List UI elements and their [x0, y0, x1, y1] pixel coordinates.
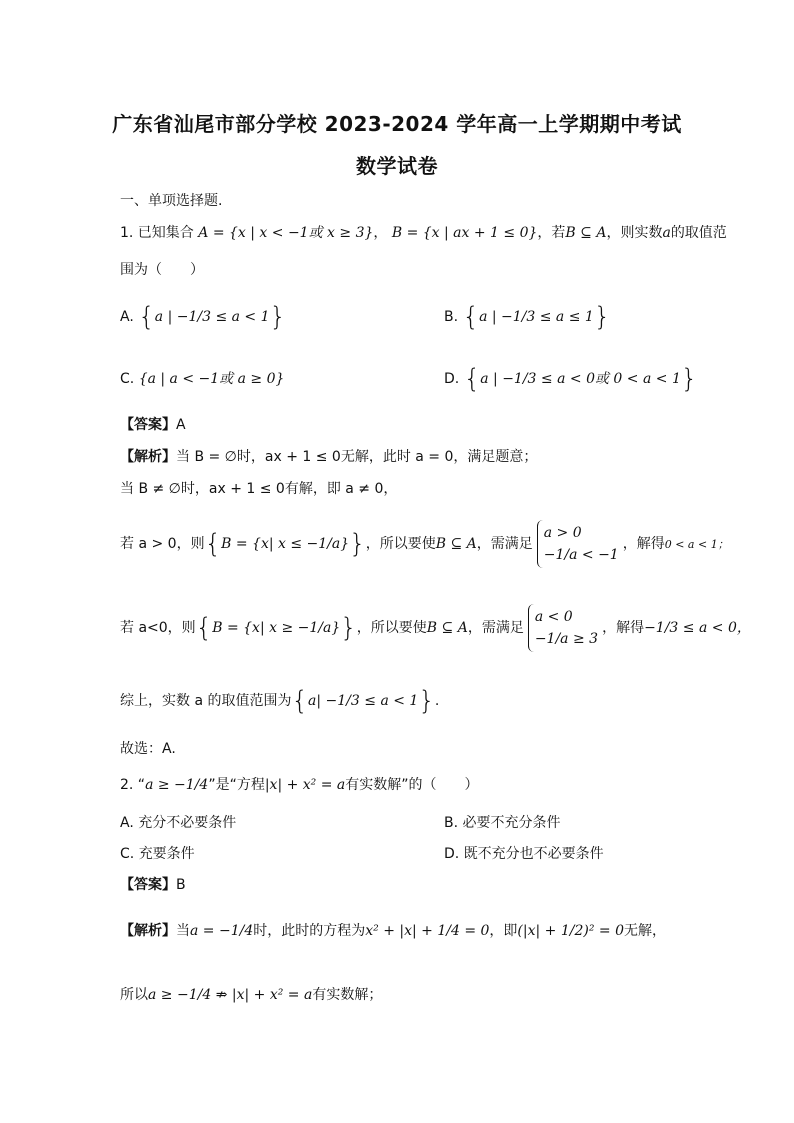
q2-analysis-line2 — [120, 984, 382, 1004]
q2-analysis-label: 【解析】 — [120, 923, 176, 939]
q1-set-b: B = {x | ax + 1 ≤ 0} — [391, 225, 538, 241]
q1-a3-res: 0 < a < 1； — [664, 538, 729, 551]
q1-a4-sys1: a < 0 — [534, 609, 573, 625]
q2-b1-eq: x² + |x| + 1/4 = 0 — [365, 923, 490, 939]
q1-var: a — [662, 225, 671, 241]
q1-option-d: D. {a | −1/3 ≤ a < 0或 0 < a < 1} — [444, 364, 698, 394]
q2-option-a — [120, 812, 236, 832]
q1-option-b-text: a | −1/3 ≤ a ≤ 1 — [479, 309, 594, 325]
question-1-stem-line2: 围为（ ） — [120, 262, 204, 278]
q2-b2-impl: a ≥ −1/4 ⇏ |x| + x² = a — [148, 987, 313, 1003]
q1-a4-sys2: −1/a ≥ 3 — [534, 631, 599, 647]
document-subtitle: 数学试卷 — [356, 154, 438, 178]
q1-option-a-label: A. — [120, 309, 134, 325]
q1-a4-set: B = {x| x ≥ −1/a} — [212, 620, 341, 636]
q1-a3-sys2: −1/a < −1 — [543, 547, 619, 563]
question-2-stem — [120, 774, 479, 794]
q1-a5-set: a| −1/3 ≤ a < 1 — [308, 693, 419, 709]
q2-b1-mid2: ，即 — [489, 923, 518, 939]
q2-b1-pre: 当 — [176, 923, 190, 939]
q1-option-b: B. {a | −1/3 ≤ a ≤ 1} — [444, 302, 611, 332]
q1-option-c — [120, 368, 284, 388]
q1-a3-need: ，需满足 — [476, 536, 533, 552]
q2-option-a-label: A. — [120, 815, 134, 831]
q1-a3-cond: B ⊆ A — [435, 536, 477, 552]
q1-option-d-text: a | −1/3 ≤ a < 0或 0 < a < 1 — [480, 371, 681, 387]
q1-text-b: ，若 — [537, 225, 566, 241]
q2-option-c — [120, 843, 195, 863]
q1-option-b-label: B. — [444, 309, 459, 325]
q1-analysis-label: 【解析】 — [120, 449, 176, 465]
q1-a4-system — [528, 604, 598, 652]
q2-option-a-text: 充分不必要条件 — [138, 815, 237, 831]
q1-a3-system — [537, 520, 619, 568]
q1-text-a: 1. 已知集合 — [120, 225, 194, 241]
q1-option-c-text: {a | a < −1或 a ≥ 0} — [138, 371, 285, 387]
q2-b2-pre: 所以 — [120, 987, 148, 1003]
q1-option-d-label: D. — [444, 371, 460, 387]
q2-stem-a: 2. “ — [120, 777, 146, 793]
q1-condition: B ⊆ A — [565, 225, 607, 241]
section-heading: 一、单项选择题. — [120, 193, 223, 209]
q2-stem-c: 有实数解”的（ ） — [345, 777, 479, 793]
q2-option-b-label: B. — [444, 815, 459, 831]
q2-option-d-label: D. — [444, 846, 460, 862]
q1-a3-sys1: a > 0 — [543, 525, 582, 541]
q1-answer-value: A — [176, 417, 186, 433]
q1-option-c-label: C. — [120, 371, 135, 387]
q1-a4-cond: B ⊆ A — [426, 620, 468, 636]
q2-b2-end: 有实数解； — [312, 987, 383, 1003]
q1-text-d: 的取值范 — [670, 225, 727, 241]
q2-option-d — [444, 843, 604, 863]
q1-analysis-line4: 若 a<0，则{B = {x| x ≥ −1/a}}，所以要使B ⊆ A，需满足 a < 0 −1/a ≥ 3 ，解得−1/3 ≤ a < 0， — [120, 604, 751, 652]
q2-option-c-label: C. — [120, 846, 135, 862]
q2-b1-mid: 时，此时的方程为 — [253, 923, 366, 939]
q1-a4-res: −1/3 ≤ a < 0， — [644, 620, 751, 636]
q2-b1-end: 无解， — [624, 923, 666, 939]
q2-option-d-text: 既不充分也不必要条件 — [463, 846, 604, 862]
q1-a5-pre: 综上，实数 a 的取值范围为 — [120, 693, 292, 709]
q1-a3-set: B = {x| x ≤ −1/a} — [221, 536, 350, 552]
q1-option-a: A. {a | −1/3 ≤ a < 1} — [120, 302, 287, 332]
q1-answer-label: 【答案】 — [120, 417, 176, 433]
q1-a3-sol: ，解得 — [622, 536, 665, 552]
q1-a3-mid: ，所以要使 — [365, 536, 436, 552]
q2-stem-cond: a ≥ −1/4 — [145, 777, 209, 793]
q2-b1-cond: a = −1/4 — [190, 923, 254, 939]
q1-analysis-line1 — [120, 446, 537, 466]
q2-option-b — [444, 812, 561, 832]
q2-stem-b: ”是“方程 — [208, 777, 265, 793]
q1-text-c: ，则实数 — [606, 225, 663, 241]
document-title: 广东省汕尾市部分学校 2023-2024 学年高一上学期期中考试 — [112, 112, 682, 136]
q2-analysis-line1 — [120, 920, 666, 940]
q1-option-a-text: a | −1/3 ≤ a < 1 — [154, 309, 270, 325]
q2-b1-eq2: (|x| + 1/2)² = 0 — [517, 923, 624, 939]
q1-a3-pre: 若 a > 0，则 — [120, 536, 205, 552]
q1-choice: 故选：A. — [120, 741, 176, 757]
q1-a5-end: . — [434, 693, 440, 709]
q1-answer — [120, 414, 186, 434]
q1-a4-mid: ，所以要使 — [356, 620, 427, 636]
q2-option-c-text: 充要条件 — [138, 846, 195, 862]
q1-set-a: A = {x | x < −1或 x ≥ 3} — [198, 225, 374, 241]
q2-answer-label: 【答案】 — [120, 877, 176, 893]
question-1-stem — [120, 222, 727, 242]
q1-comma: ， — [373, 225, 388, 241]
q1-analysis-text1: 当 B = ∅时，ax + 1 ≤ 0无解，此时 a = 0，满足题意； — [176, 449, 538, 465]
q1-a4-pre: 若 a<0，则 — [120, 620, 196, 636]
q1-a4-need: ，需满足 — [467, 620, 524, 636]
q2-option-b-text: 必要不充分条件 — [462, 815, 561, 831]
q1-analysis-line3: 若 a > 0，则{B = {x| x ≤ −1/a}}，所以要使B ⊆ A，需满足 a > 0 −1/a < −1 ，解得0 < a < 1； — [120, 520, 729, 568]
q2-answer — [120, 874, 186, 894]
q1-analysis-line2: 当 B ≠ ∅时，ax + 1 ≤ 0有解，即 a ≠ 0， — [120, 481, 398, 497]
q2-answer-value: B — [176, 877, 186, 893]
q2-stem-eq: |x| + x² = a — [264, 777, 346, 793]
q1-a4-sol: ，解得 — [602, 620, 645, 636]
q1-analysis-line5: 综上，实数 a 的取值范围为{a| −1/3 ≤ a < 1}. — [120, 686, 440, 716]
